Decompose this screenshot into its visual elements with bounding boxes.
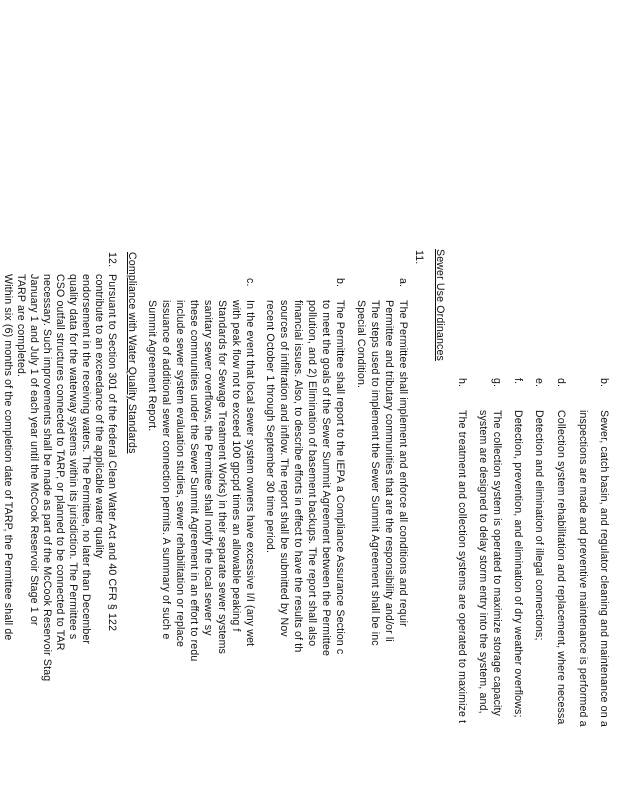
sewer-use-heading: Sewer Use Ordinances (434, 249, 446, 361)
item-11c-marker: c. (244, 278, 256, 287)
item-11b-line-6: recent October 1 through September 30 time period. (264, 300, 276, 554)
item-11a-line-3: The steps used to implement the Sewer Summit Agreement shall be inc (369, 300, 381, 646)
list-marker-d: d. (555, 378, 567, 388)
item-11c-line-2: with peak flow not to exceed 100 gpcpd times an allowable peaking f (230, 300, 242, 632)
list-marker-f: f. (512, 378, 524, 385)
list-item-f: Detection, prevention, and elimination of dry weather overflows; (512, 410, 524, 718)
item-11c-line-4: sanitary sewer overflows, the Permittee shall notify the local sewer sy (202, 300, 214, 636)
item-11b-marker: b. (334, 278, 346, 288)
compliance-heading: Compliance with Water Quality Standards (126, 252, 138, 454)
list-marker-e: e. (533, 378, 545, 388)
list-marker-h: h. (456, 378, 468, 388)
item-12-p2-line-1: Within six (6) months of the completion date of TARP, the Permittee shall de (2, 274, 14, 641)
list-item-g-line-1: The collection system is operated to maximize storage capacity (491, 410, 503, 717)
item-11b-line-5: sources of infiltration and inflow. The report shall be submitted by Nov (278, 300, 290, 637)
item-11a-line-1: The Permittee shall implement and enforce all conditions and requir (397, 300, 409, 627)
item-11b-line-2: to meet the goals of the Sewer Summit Agreement between the Permittee (320, 300, 332, 657)
item-11c-line-1: In the event that local sewer system owners have excessive I/I (any wet (244, 300, 256, 647)
item-11c-line-8: Summit Agreement Report. (146, 300, 158, 432)
item-11c-line-7: issuance of additional sewer connection permits. A summary of such e (160, 300, 172, 640)
item-11b-line-1: The Permittee shall report to the IEPA a Compliance Assurance Section c (334, 300, 346, 655)
item-11c-line-5: these communities under the Sewer Summit Agreement in an effort to redu (188, 300, 200, 662)
list-item-e: Detection and elimination of illegal connections; (533, 410, 545, 641)
item-12-p1-line-7: January 1 and July 1 of each year until the McCook Reservoir Stage 1 or (28, 274, 40, 626)
item-12-p1-line-6: necessary. Such improvements shall be made as part of the McCook Reservoir Stag (41, 274, 53, 682)
item-12-p1-line-5: CSO outfall structures connected to TARP, or planned to be connected to TAR (54, 274, 66, 651)
list-item-g-line-2: system are designed to delay storm entry into the system, and, (477, 410, 489, 714)
item-12-p1-line-8: TARP are completed. (15, 274, 27, 378)
item-11a-line-4: Special Condition. (355, 300, 367, 389)
item-11c-line-3: Standards for Sewage Treatment Works) in their separate sewer systems (216, 300, 228, 655)
item-12-p1-line-2: contribute to an exceedance of the applicable water quality (93, 274, 105, 559)
list-marker-b: b. (598, 378, 610, 388)
item-12-p1-line-4: quality data for the waterway systems within its jurisdiction. The Permittee s (67, 274, 79, 640)
list-item-h: The treatment and collection systems are operated to maximize t (456, 410, 468, 724)
item-12-p2-line-2 (0, 274, 1, 800)
list-marker-g: g. (491, 378, 503, 388)
item-11-number: 11. (413, 250, 425, 265)
item-11b-line-4: financial issues. Also, to describe efforts in effect to have the results of th (292, 300, 304, 653)
item-12-p1-line-3: endorsement in the receiving waters. The Permittee, no later than December (80, 274, 92, 645)
item-11a-marker: a. (397, 278, 409, 288)
item-12-number: 12. (106, 252, 118, 268)
list-item-d: Collection system rehabilitation and replacement, where necessa (555, 410, 567, 725)
item-12-p1-line-1: Pursuant to Section 301 of the federal Clean Water Act and 40 CFR § 122 (106, 274, 118, 632)
list-item-b: Sewer, catch basin, and regulator cleaning and maintenance on a (598, 410, 610, 727)
item-11c-line-6: include sewer system evaluation studies, sewer rehabilitation or replace (174, 300, 186, 648)
item-11a-line-2: Permittee and tributary communities that are the responsibility and/or li (383, 300, 395, 642)
item-11b-line-3: pollution, and 2) Elimination of basement backups. The report shall also (306, 300, 318, 647)
list-item-c-continuation: inspections are made and preventive maintenance is performed a (577, 410, 589, 727)
